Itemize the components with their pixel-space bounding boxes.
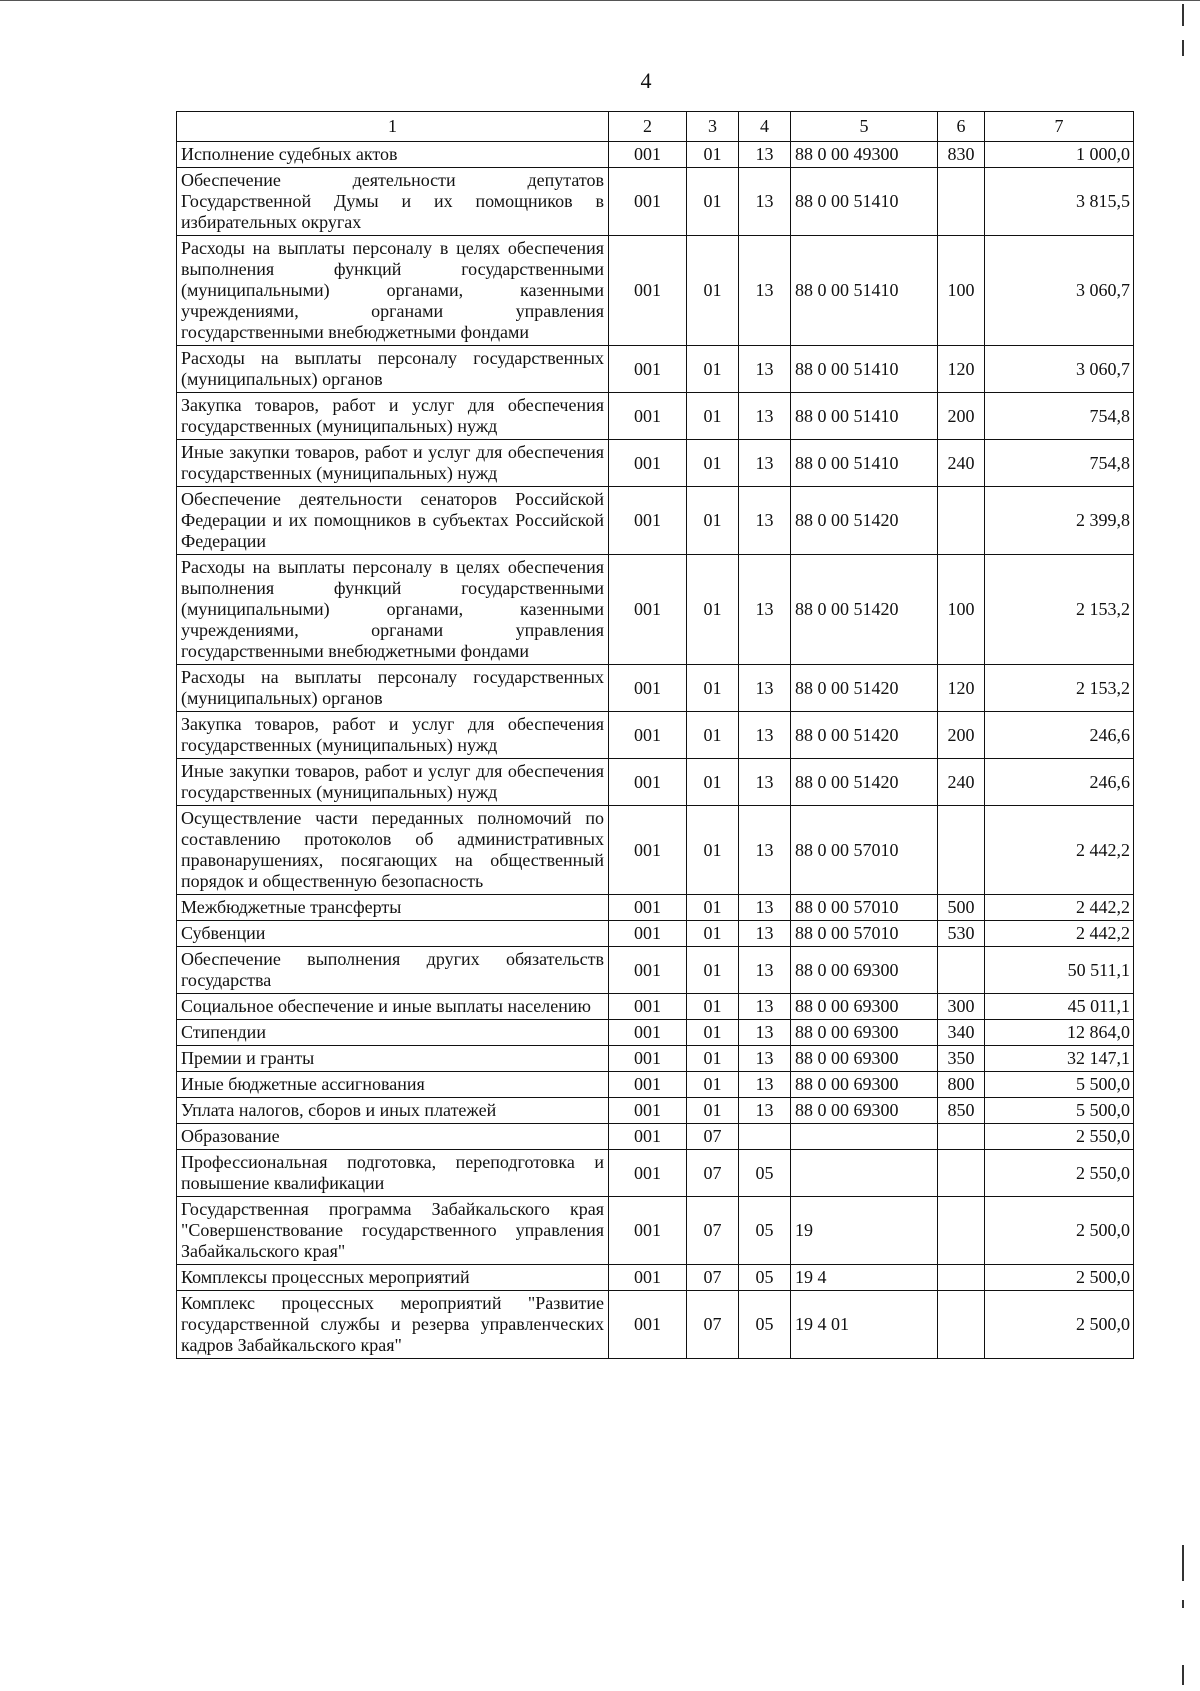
section-code-cell: 07 — [687, 1150, 739, 1197]
section-code-cell: 01 — [687, 994, 739, 1020]
table-row — [177, 168, 1134, 236]
table-row — [177, 994, 1134, 1020]
expense-type-cell: 500 — [938, 895, 985, 921]
target-article-cell: 88 0 00 51410 — [791, 236, 938, 346]
section-code-cell: 01 — [687, 1020, 739, 1046]
ministry-code-cell: 001 — [609, 806, 687, 895]
subsection-code-cell: 13 — [739, 346, 791, 393]
expense-name-cell: Социальное обеспечение и иные выплаты населению — [177, 994, 609, 1020]
table-row — [177, 895, 1134, 921]
expense-name-cell: Субвенции — [177, 921, 609, 947]
expense-type-cell: 100 — [938, 236, 985, 346]
amount-cell: 3 060,7 — [985, 236, 1134, 346]
page-number: 4 — [640, 68, 652, 93]
expense-type-cell — [938, 806, 985, 895]
expense-name-cell: Иные закупки товаров, работ и услуг для обеспечения государственных (муниципальных) нужд — [177, 440, 609, 487]
ministry-code-cell: 001 — [609, 1098, 687, 1124]
table-row — [177, 921, 1134, 947]
ministry-code-cell: 001 — [609, 759, 687, 806]
subsection-code-cell: 05 — [739, 1291, 791, 1359]
ministry-code-cell: 001 — [609, 346, 687, 393]
ministry-code-cell: 001 — [609, 665, 687, 712]
subsection-code-cell: 13 — [739, 1020, 791, 1046]
table-row — [177, 947, 1134, 994]
section-code-cell: 07 — [687, 1124, 739, 1150]
ministry-code-cell: 001 — [609, 487, 687, 555]
table-row — [177, 1098, 1134, 1124]
expense-type-cell — [938, 1124, 985, 1150]
expense-type-cell: 200 — [938, 712, 985, 759]
table-row — [177, 346, 1134, 393]
expense-type-cell — [938, 947, 985, 994]
amount-cell: 2 153,2 — [985, 555, 1134, 665]
scan-edge-marks — [1178, 0, 1188, 1691]
expense-type-cell: 340 — [938, 1020, 985, 1046]
table-row — [177, 393, 1134, 440]
expense-name-cell: Государственная программа Забайкальского края "Совершенствование государственного управления Забайкальского края" — [177, 1197, 609, 1265]
subsection-code-cell: 13 — [739, 487, 791, 555]
amount-cell: 50 511,1 — [985, 947, 1134, 994]
subsection-code-cell: 13 — [739, 806, 791, 895]
ministry-code-cell: 001 — [609, 168, 687, 236]
table-row — [177, 236, 1134, 346]
ministry-code-cell: 001 — [609, 1265, 687, 1291]
expense-type-cell: 830 — [938, 142, 985, 168]
section-code-cell: 01 — [687, 236, 739, 346]
target-article-cell: 88 0 00 69300 — [791, 1098, 938, 1124]
ministry-code-cell: 001 — [609, 142, 687, 168]
expense-name-cell: Закупка товаров, работ и услуг для обеспечения государственных (муниципальных) нужд — [177, 393, 609, 440]
expense-name-cell: Образование — [177, 1124, 609, 1150]
top-rule — [0, 0, 1200, 4]
expense-name-cell: Иные закупки товаров, работ и услуг для обеспечения государственных (муниципальных) нужд — [177, 759, 609, 806]
amount-cell: 246,6 — [985, 712, 1134, 759]
section-code-cell: 01 — [687, 712, 739, 759]
expense-name-cell: Расходы на выплаты персоналу государственных (муниципальных) органов — [177, 346, 609, 393]
target-article-cell: 88 0 00 51420 — [791, 555, 938, 665]
subsection-code-cell: 13 — [739, 665, 791, 712]
amount-cell: 2 500,0 — [985, 1291, 1134, 1359]
target-article-cell: 88 0 00 69300 — [791, 1072, 938, 1098]
ministry-code-cell: 001 — [609, 555, 687, 665]
table-row — [177, 1046, 1134, 1072]
column-header: 6 — [938, 112, 985, 142]
ministry-code-cell: 001 — [609, 1124, 687, 1150]
section-code-cell: 07 — [687, 1197, 739, 1265]
ministry-code-cell: 001 — [609, 895, 687, 921]
amount-cell: 1 000,0 — [985, 142, 1134, 168]
expense-name-cell: Стипендии — [177, 1020, 609, 1046]
table-row — [177, 555, 1134, 665]
expense-type-cell: 200 — [938, 393, 985, 440]
expense-type-cell: 850 — [938, 1098, 985, 1124]
amount-cell: 32 147,1 — [985, 1046, 1134, 1072]
target-article-cell: 88 0 00 49300 — [791, 142, 938, 168]
target-article-cell: 88 0 00 51410 — [791, 346, 938, 393]
subsection-code-cell: 13 — [739, 142, 791, 168]
section-code-cell: 01 — [687, 393, 739, 440]
target-article-cell: 88 0 00 69300 — [791, 1046, 938, 1072]
amount-cell: 2 500,0 — [985, 1197, 1134, 1265]
subsection-code-cell: 13 — [739, 1072, 791, 1098]
ministry-code-cell: 001 — [609, 440, 687, 487]
table-row — [177, 1124, 1134, 1150]
subsection-code-cell: 13 — [739, 759, 791, 806]
target-article-cell: 88 0 00 57010 — [791, 921, 938, 947]
amount-cell: 2 500,0 — [985, 1265, 1134, 1291]
target-article-cell: 88 0 00 51420 — [791, 759, 938, 806]
expense-name-cell: Обеспечение деятельности сенаторов Российской Федерации и их помощников в субъектах Российской Федерации — [177, 487, 609, 555]
expense-type-cell: 300 — [938, 994, 985, 1020]
expense-name-cell: Комплекс процессных мероприятий "Развитие государственной службы и резерва управленческих кадров Забайкальского края" — [177, 1291, 609, 1359]
column-header: 4 — [739, 112, 791, 142]
target-article-cell: 88 0 00 69300 — [791, 947, 938, 994]
target-article-cell: 88 0 00 57010 — [791, 895, 938, 921]
amount-cell: 3 815,5 — [985, 168, 1134, 236]
subsection-code-cell: 13 — [739, 921, 791, 947]
table-row — [177, 712, 1134, 759]
subsection-code-cell: 13 — [739, 1046, 791, 1072]
expense-type-cell — [938, 1265, 985, 1291]
expense-name-cell: Профессиональная подготовка, переподготовка и повышение квалификации — [177, 1150, 609, 1197]
section-code-cell: 01 — [687, 142, 739, 168]
amount-cell: 12 864,0 — [985, 1020, 1134, 1046]
section-code-cell: 01 — [687, 487, 739, 555]
table-body — [177, 142, 1134, 1359]
table-row — [177, 1072, 1134, 1098]
amount-cell: 2 550,0 — [985, 1124, 1134, 1150]
section-code-cell: 01 — [687, 1098, 739, 1124]
ministry-code-cell: 001 — [609, 1150, 687, 1197]
expense-name-cell: Расходы на выплаты персоналу в целях обеспечения выполнения функций государственными (муниципальными) органами, казенными учреждениями, органами управления государственными внебюджетными фондами — [177, 236, 609, 346]
column-header: 1 — [177, 112, 609, 142]
ministry-code-cell: 001 — [609, 1046, 687, 1072]
expense-type-cell: 530 — [938, 921, 985, 947]
expense-name-cell: Иные бюджетные ассигнования — [177, 1072, 609, 1098]
table-row — [177, 1150, 1134, 1197]
amount-cell: 5 500,0 — [985, 1072, 1134, 1098]
table-row — [177, 142, 1134, 168]
column-header: 3 — [687, 112, 739, 142]
table-row — [177, 440, 1134, 487]
expense-type-cell: 120 — [938, 346, 985, 393]
expense-name-cell: Исполнение судебных актов — [177, 142, 609, 168]
amount-cell: 754,8 — [985, 393, 1134, 440]
subsection-code-cell — [739, 1124, 791, 1150]
ministry-code-cell: 001 — [609, 712, 687, 759]
ministry-code-cell: 001 — [609, 921, 687, 947]
column-header: 7 — [985, 112, 1134, 142]
expense-type-cell — [938, 1197, 985, 1265]
expense-type-cell: 800 — [938, 1072, 985, 1098]
target-article-cell: 88 0 00 57010 — [791, 806, 938, 895]
expense-name-cell: Закупка товаров, работ и услуг для обеспечения государственных (муниципальных) нужд — [177, 712, 609, 759]
ministry-code-cell: 001 — [609, 1020, 687, 1046]
section-code-cell: 01 — [687, 759, 739, 806]
expense-type-cell — [938, 487, 985, 555]
target-article-cell: 88 0 00 69300 — [791, 1020, 938, 1046]
expense-type-cell: 100 — [938, 555, 985, 665]
table-row — [177, 665, 1134, 712]
amount-cell: 2 399,8 — [985, 487, 1134, 555]
subsection-code-cell: 13 — [739, 947, 791, 994]
amount-cell: 2 550,0 — [985, 1150, 1134, 1197]
target-article-cell: 88 0 00 51420 — [791, 665, 938, 712]
section-code-cell: 07 — [687, 1291, 739, 1359]
amount-cell: 2 442,2 — [985, 806, 1134, 895]
amount-cell: 2 442,2 — [985, 921, 1134, 947]
target-article-cell — [791, 1124, 938, 1150]
expense-name-cell: Обеспечение деятельности депутатов Государственной Думы и их помощников в избирательных округах — [177, 168, 609, 236]
section-code-cell: 01 — [687, 921, 739, 947]
budget-table — [176, 111, 1134, 1359]
subsection-code-cell: 13 — [739, 712, 791, 759]
amount-cell: 246,6 — [985, 759, 1134, 806]
column-header: 5 — [791, 112, 938, 142]
target-article-cell: 19 4 — [791, 1265, 938, 1291]
section-code-cell: 01 — [687, 947, 739, 994]
expense-type-cell: 350 — [938, 1046, 985, 1072]
target-article-cell: 19 — [791, 1197, 938, 1265]
header-row — [177, 112, 1134, 142]
expense-type-cell — [938, 1291, 985, 1359]
table-row — [177, 487, 1134, 555]
table-row — [177, 1291, 1134, 1359]
table-row — [177, 759, 1134, 806]
expense-name-cell: Межбюджетные трансферты — [177, 895, 609, 921]
table-row — [177, 806, 1134, 895]
amount-cell: 3 060,7 — [985, 346, 1134, 393]
subsection-code-cell: 13 — [739, 393, 791, 440]
ministry-code-cell: 001 — [609, 236, 687, 346]
subsection-code-cell: 13 — [739, 895, 791, 921]
section-code-cell: 01 — [687, 665, 739, 712]
table-row — [177, 1020, 1134, 1046]
subsection-code-cell: 05 — [739, 1150, 791, 1197]
ministry-code-cell: 001 — [609, 1291, 687, 1359]
section-code-cell: 01 — [687, 895, 739, 921]
expense-type-cell — [938, 1150, 985, 1197]
table-row — [177, 1265, 1134, 1291]
amount-cell: 2 442,2 — [985, 895, 1134, 921]
expense-name-cell: Уплата налогов, сборов и иных платежей — [177, 1098, 609, 1124]
expense-type-cell: 240 — [938, 759, 985, 806]
section-code-cell: 01 — [687, 440, 739, 487]
expense-type-cell: 120 — [938, 665, 985, 712]
ministry-code-cell: 001 — [609, 947, 687, 994]
table-row — [177, 1197, 1134, 1265]
ministry-code-cell: 001 — [609, 393, 687, 440]
subsection-code-cell: 13 — [739, 168, 791, 236]
section-code-cell: 01 — [687, 806, 739, 895]
expense-type-cell — [938, 168, 985, 236]
amount-cell: 5 500,0 — [985, 1098, 1134, 1124]
target-article-cell: 88 0 00 51420 — [791, 712, 938, 759]
target-article-cell — [791, 1150, 938, 1197]
subsection-code-cell: 05 — [739, 1197, 791, 1265]
target-article-cell: 88 0 00 69300 — [791, 994, 938, 1020]
expense-name-cell: Расходы на выплаты персоналу государственных (муниципальных) органов — [177, 665, 609, 712]
expense-name-cell: Обеспечение выполнения других обязательств государства — [177, 947, 609, 994]
subsection-code-cell: 13 — [739, 440, 791, 487]
expense-name-cell: Комплексы процессных мероприятий — [177, 1265, 609, 1291]
target-article-cell: 19 4 01 — [791, 1291, 938, 1359]
column-header: 2 — [609, 112, 687, 142]
ministry-code-cell: 001 — [609, 994, 687, 1020]
section-code-cell: 01 — [687, 168, 739, 236]
amount-cell: 45 011,1 — [985, 994, 1134, 1020]
section-code-cell: 07 — [687, 1265, 739, 1291]
section-code-cell: 01 — [687, 346, 739, 393]
target-article-cell: 88 0 00 51410 — [791, 440, 938, 487]
section-code-cell: 01 — [687, 1072, 739, 1098]
expense-name-cell: Осуществление части переданных полномочий по составлению протоколов об административных правонарушениях, посягающих на общественный порядок и общественную безопасность — [177, 806, 609, 895]
subsection-code-cell: 05 — [739, 1265, 791, 1291]
subsection-code-cell: 13 — [739, 994, 791, 1020]
target-article-cell: 88 0 00 51410 — [791, 393, 938, 440]
section-code-cell: 01 — [687, 555, 739, 665]
target-article-cell: 88 0 00 51410 — [791, 168, 938, 236]
ministry-code-cell: 001 — [609, 1197, 687, 1265]
subsection-code-cell: 13 — [739, 1098, 791, 1124]
expense-type-cell: 240 — [938, 440, 985, 487]
target-article-cell: 88 0 00 51420 — [791, 487, 938, 555]
ministry-code-cell: 001 — [609, 1072, 687, 1098]
section-code-cell: 01 — [687, 1046, 739, 1072]
subsection-code-cell: 13 — [739, 555, 791, 665]
expense-name-cell: Расходы на выплаты персоналу в целях обеспечения выполнения функций государственными (муниципальными) органами, казенными учреждениями, органами управления государственными внебюджетными фондами — [177, 555, 609, 665]
subsection-code-cell: 13 — [739, 236, 791, 346]
expense-name-cell: Премии и гранты — [177, 1046, 609, 1072]
amount-cell: 2 153,2 — [985, 665, 1134, 712]
amount-cell: 754,8 — [985, 440, 1134, 487]
